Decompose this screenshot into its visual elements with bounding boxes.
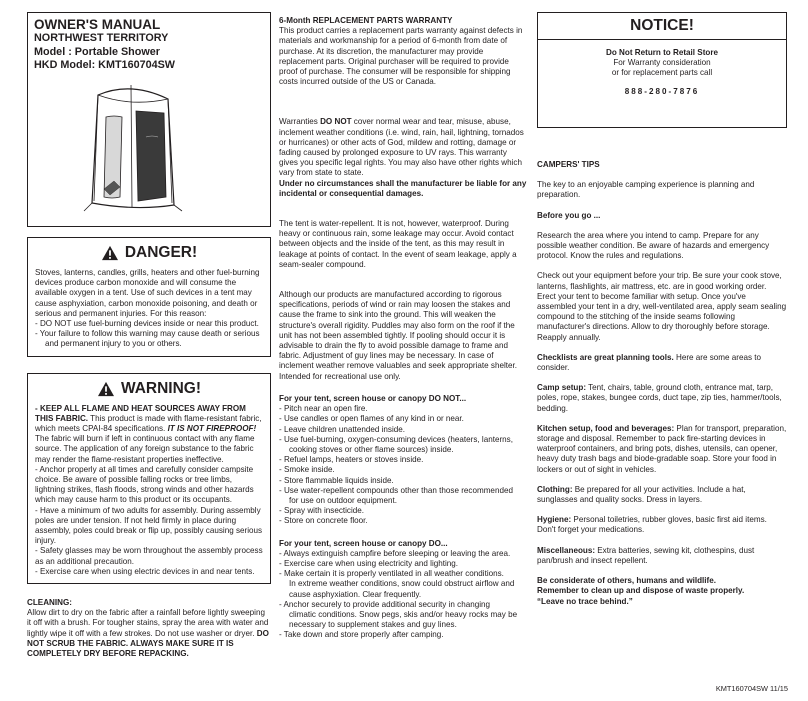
- do-item: - Take down and store properly after camping.: [279, 630, 444, 640]
- warning-item: - Safety glasses may be worn throughout the assembly process as an additional precaution.: [35, 546, 263, 566]
- cleaning-section: [27, 598, 271, 659]
- do-not-item: - Spray with insecticide.: [279, 506, 365, 516]
- notice-line: or for replacement parts call: [611, 68, 713, 78]
- tips-heading: CAMPERS' TIPS: [537, 160, 600, 169]
- warning-box: [27, 373, 271, 584]
- warning-item: - Exercise care when using electric devices in and near tents.: [35, 566, 255, 576]
- model-name: Model : Portable Shower: [34, 45, 160, 58]
- notice-box: [537, 12, 787, 128]
- do-item: In extreme weather conditions, snow could obstruct airflow and: [289, 579, 515, 589]
- phone-number: 888-280-7876: [624, 86, 700, 96]
- left-column: [27, 12, 271, 659]
- tips-hygiene: Hygiene: Personal toiletries, rubber gloves, basic first aid items. Don't forget your medications.: [537, 515, 767, 535]
- notice-heading: NOTICE!: [538, 17, 786, 40]
- do-item: cause asphyxiation. Clear frequently.: [289, 589, 422, 599]
- tips-research: Research the area where you intend to camp. Prepare for any possible weather condition. Be aware of hazards and emergency protocol. Know the rules and regulations.: [537, 230, 770, 261]
- weather-note: Although our products are manufactured according to rigorous specifications, periods of wind or rain may loosen the stakes and cause the frame to sink into the ground. This will weaken the structure's overall rigidity. Puddles may also form on the roof if the unit has not been assembled tightly. If pooling should occur it is advisable to drain the fly to avoid possible damage to frame and fabric. Adjustment of guy lines may be necessary. In case of inclement weather remove valuables and seek appropriate shelter. Intended for recreational use only.: [279, 290, 518, 381]
- do-not-item: - Pitch near an open fire.: [279, 404, 368, 414]
- tips-intro: The key to an enjoyable camping experience is planning and preparation.: [537, 180, 755, 200]
- do-item: - Always extinguish campfire before sleeping or leaving the area.: [279, 548, 511, 558]
- do-not-item: - Leave children unattended inside.: [279, 424, 405, 434]
- danger-item: - Your failure to follow this warning may cause death or serious: [35, 329, 260, 339]
- do-item: - Make certain it is properly ventilated in all weather conditions.: [279, 569, 504, 579]
- danger-body: Stoves, lanterns, candles, grills, heaters and other fuel-burning devices produce carbon monoxide and will consume the available oxygen in a tent. Use of such devices in a tent may cause asphyxiation, carbon monoxide poisoning, and death or serious and permanent injuries. For this reason:: [35, 268, 260, 318]
- tips-clothing: Clothing: Be prepared for all your activities. Include a hat, sunglasses and quality socks. Dress in layers.: [537, 484, 746, 505]
- middle-column: [279, 16, 527, 641]
- cleaning-body: Allow dirt to dry on the fabric after a rainfall before lightly sweeping it off with a brush. For tougher stains, spray the area with water and lightly wipe it off with a few strokes. Do not use washer or dryer. DO NOT SCRUB THE FABRIC. ALWAYS MAKE SURE IT IS COMPLETELY DRY BEFORE REPACKING.: [27, 608, 269, 659]
- do-not-item: - Store on concrete floor.: [279, 516, 368, 526]
- do-item: - Exercise care when using electricity and lighting.: [279, 558, 459, 568]
- right-column: [537, 12, 787, 607]
- tips-kitchen: Kitchen setup, food and beverages: Plan for transport, preparation, storage and disposal. Remember to pack fire-starting devices in waterproof containers, and bring pots, dishes, utensils, can opener, heavy duty trash bags and biode-gradable soap. Store your food in lockers or out of sight in vehicles.: [537, 423, 787, 474]
- notice-line: Do Not Return to Retail Store: [606, 48, 718, 57]
- before-heading: Before you go ...: [537, 210, 601, 220]
- shower-tent-illustration: [76, 77, 186, 217]
- warranty-body: This product carries a replacement parts warranty against defects in materials and workmanship for a period of 6-month from date of purchase. At its discretion, the manufacturer may provide replacement parts. Original purchaser will be required to provide proof of purchase. The consumer will be responsible for shipping costs incurred outside of the US or Canada.: [279, 26, 523, 87]
- do-not-item: cooking stoves or other flame sources) inside.: [289, 444, 454, 454]
- notice-line: For Warranty consideration: [613, 58, 711, 68]
- do-not-heading: For your tent, screen house or canopy DO NOT...: [279, 393, 467, 403]
- closing-line: “Leave no trace behind.”: [537, 596, 633, 606]
- water-repellent-note: The tent is water-repellent. It is not, however, waterproof. During heavy or continuous rain, some leakage may occur. Avoid contact between objects and the inside of the tent, as this may result in leakage at points of contact. In the event of seam leakage, apply a seam-sealer compound.: [279, 219, 517, 269]
- document-code: KMT160704SW 11/15: [715, 684, 788, 693]
- do-heading: For your tent, screen house or canopy DO...: [279, 538, 448, 548]
- hkd-model: HKD Model: KMT160704SW: [34, 59, 175, 71]
- tips-camp-setup: Camp setup: Tent, chairs, table, ground cloth, entrance mat, tarp, poles, rope, stakes, bungee cords, duct tape, zip ties, hammer/tools, bedding.: [537, 383, 782, 413]
- closing-line: Be considerate of others, humans and wildlife.: [537, 576, 716, 586]
- do-not-item: - Smoke inside.: [279, 465, 335, 475]
- warranty-liability: Under no circumstances shall the manufacturer be liable for any incidental or consequential damages.: [279, 178, 527, 198]
- warning-item: - Have a minimum of two adults for assembly. During assembly poles are under tension. If not held firmly in place during assembly, poles could break or flip up, possibly causing serious injury.: [35, 505, 263, 546]
- do-item: climatic conditions. Snow pegs, skis and/or heavy rocks may be: [289, 609, 518, 619]
- do-not-item: - Use water-repellent compounds other than those recommended: [279, 485, 513, 495]
- tips-equipment: Check out your equipment before your trip. Be sure your cook stove, lanterns, flashlights, air mattress, etc. are in good working order. Erect your tent to become familiar with setup. Once you've assembled your tent in a dry, well-ventilated area, apply seam sealing compound to the stitching of the inside seams following manufacturer's directions. Allow to dry thoroughly before storage. Reapply annually.: [537, 271, 787, 342]
- cleaning-heading: CLEANING:: [27, 598, 72, 608]
- danger-item: and permanent injury to you or others.: [45, 339, 182, 349]
- warning-item: - Anchor properly at all times and carefully consider campsite choice. Be aware of possible falling rocks or tree limbs, lightning strikes, flash floods, strong winds and other hazards which may cause harm to this product or its occupants.: [35, 464, 254, 505]
- do-not-item: - Use candles or open flames of any kind in or near.: [279, 414, 464, 424]
- warning-first-item: - KEEP ALL FLAME AND HEAT SOURCES AWAY FROM THIS FABRIC. This product is made with flame-resistant fabric, which meets CPAI-84 specifications. IT IS NOT FIREPROOF! The fabric will burn if left in continuous contact with any flame source. The application of any foreign substance to the fabric may render the flame-resistant properties ineffective.: [35, 403, 262, 464]
- danger-box: [27, 237, 271, 357]
- do-not-item: - Use fuel-burning, oxygen-consuming devices (heaters, lanterns,: [279, 434, 513, 444]
- do-not-item: for use on outdoor equipment.: [289, 495, 397, 505]
- tips-checklists: Checklists are great planning tools. Here are some areas to consider.: [537, 352, 762, 373]
- warning-triangle-icon: [101, 245, 119, 261]
- brand-name: NORTHWEST TERRITORY: [34, 32, 169, 44]
- danger-heading: DANGER!: [124, 244, 198, 261]
- do-item: necessary to supplement stakes and guy lines.: [289, 620, 457, 630]
- warning-heading: WARNING!: [120, 379, 202, 397]
- manual-title: OWNER'S MANUAL: [34, 17, 161, 32]
- closing-line: Remember to clean up and dispose of waste properly.: [537, 586, 745, 596]
- danger-item: - DO NOT use fuel-burning devices inside or near this product.: [35, 319, 259, 329]
- do-not-item: - Store flammable liquids inside.: [279, 475, 394, 485]
- warranty-heading: 6-Month REPLACEMENT PARTS WARRANTY: [279, 16, 453, 25]
- tips-misc: Miscellaneous: Extra batteries, sewing kit, clothespins, dust pan/brush and insect repellent.: [537, 545, 755, 565]
- do-item: - Anchor securely to provide additional security in changing: [279, 599, 491, 609]
- do-not-item: - Refuel lamps, heaters or stoves inside.: [279, 455, 424, 465]
- title-box: [27, 12, 271, 227]
- warranty-exclusions: Warranties DO NOT cover normal wear and tear, misuse, abuse, inclement weather conditions (i.e. wind, rain, hail, lightning, tornados or hurricanes) or other acts of God, mildew and rotting, damage or fading caused by prolonged exposure to UV rays. This warranty gives you specific legal rights. You may also have other rights which vary from state to state.: [279, 117, 524, 178]
- warning-triangle-icon: [97, 381, 115, 397]
